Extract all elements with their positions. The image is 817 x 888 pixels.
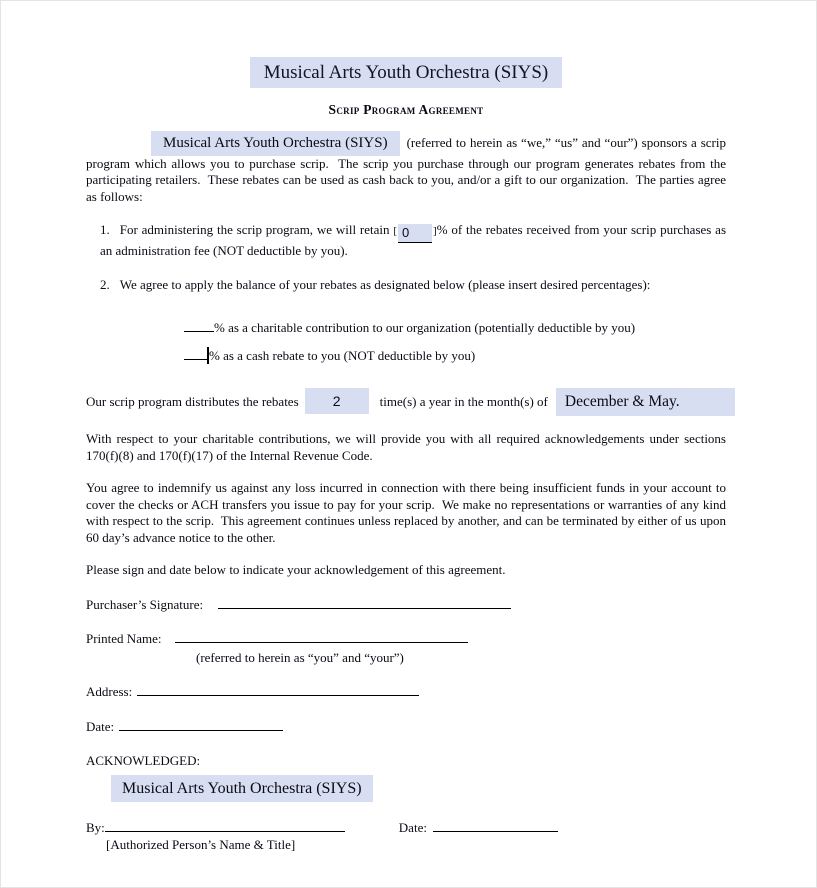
by-date-line[interactable] bbox=[433, 818, 558, 832]
admin-fee-field[interactable] bbox=[393, 222, 437, 240]
acknowledged-org-row bbox=[86, 775, 726, 802]
admin-fee-value: 0 bbox=[398, 224, 432, 243]
document-content bbox=[1, 1, 816, 854]
item-1-text-before: For administering the scrip program, we will retain bbox=[119, 222, 394, 237]
org-name-field[interactable]: Musical Arts Youth Orchestra (SIYS) bbox=[151, 131, 400, 156]
months-value: December & May. bbox=[564, 393, 680, 410]
by-label: By: bbox=[86, 819, 105, 835]
sign-prompt-text: Please sign and date below to indicate your acknowledgement of this agreement. bbox=[86, 562, 506, 577]
months-field[interactable] bbox=[556, 388, 735, 416]
purchaser-signature-label: Purchaser’s Signature: bbox=[86, 596, 204, 612]
cash-rebate-percent-blank[interactable] bbox=[184, 346, 207, 360]
printed-name-line[interactable] bbox=[175, 629, 468, 643]
distribution-text-between: time(s) a year in the month(s) of bbox=[379, 394, 548, 409]
intro-paragraph bbox=[86, 131, 730, 206]
date-row bbox=[86, 717, 726, 736]
cash-rebate-percent-line bbox=[86, 346, 726, 365]
item-2-number: 2. bbox=[100, 276, 110, 292]
title-row bbox=[86, 57, 726, 88]
printed-name-label: Printed Name: bbox=[86, 631, 162, 646]
times-per-year-value: 2 bbox=[332, 393, 341, 409]
sign-prompt-paragraph bbox=[86, 562, 726, 579]
date-label: Date: bbox=[86, 718, 115, 734]
acknowledged-org-field[interactable]: Musical Arts Youth Orchestra (SIYS) bbox=[111, 775, 373, 802]
charitable-ack-paragraph bbox=[86, 431, 730, 464]
cash-rebate-percent-text: % as a cash rebate to you (NOT deductible by you) bbox=[209, 347, 476, 363]
field-bracket-right: ] bbox=[433, 225, 437, 237]
times-per-year-field[interactable] bbox=[305, 388, 369, 414]
printed-name-caption: (referred to herein as “you” and “your”) bbox=[196, 649, 404, 665]
address-label: Address: bbox=[86, 684, 133, 699]
distribution-line bbox=[86, 388, 786, 416]
acknowledged-label: ACKNOWLEDGED: bbox=[86, 753, 201, 768]
address-row bbox=[86, 682, 726, 701]
charitable-ack-text: With respect to your charitable contributions, we will provide you with all required acknowledgements under sections 170(f)(8) and 170(f)(17) of the Internal Revenue Code. bbox=[86, 431, 730, 463]
authorized-person-caption: [Authorized Person’s Name & Title] bbox=[106, 837, 296, 852]
intro-text: (referred to herein as “we,” “us” and “our”) sponsors a scrip program which allows you to purchase scrip. The scrip you purchase through our program generates rebates from the participating retailers. These rebates can be used as cash back to you, and/or a gift to our organization. The parties agree as follows: bbox=[86, 134, 730, 204]
field-bracket-left: [ bbox=[393, 225, 398, 237]
document-title-field[interactable]: Musical Arts Youth Orchestra (SIYS) bbox=[250, 57, 562, 88]
date-line[interactable] bbox=[119, 717, 283, 731]
printed-name-row bbox=[86, 629, 726, 648]
indemnify-text: You agree to indemnify us against any loss incurred in connection with there being insufficient funds in your account to cover the checks or ACH transfers you issue to pay for your scrip. We make no representations or warranties of any kind with respect to the scrip. This agreement continues unless replaced by another, and can be terminated by either of us upon 60 day’s advance notice to the other. bbox=[86, 480, 730, 545]
charitable-percent-line bbox=[86, 318, 726, 337]
address-line[interactable] bbox=[137, 682, 419, 696]
indemnify-paragraph bbox=[86, 480, 730, 546]
purchaser-signature-line[interactable] bbox=[218, 595, 511, 609]
item-1-number: 1. bbox=[100, 222, 110, 237]
item-1-text-after: % of the rebates received from your scrip purchases as an administration fee (NOT deductible by you). bbox=[100, 222, 730, 258]
charitable-percent-blank[interactable] bbox=[184, 318, 214, 332]
by-row bbox=[86, 818, 726, 837]
item-2-text: We agree to apply the balance of your rebates as designated below (please insert desired percentages): bbox=[119, 276, 651, 292]
by-date-label: Date: bbox=[398, 819, 427, 835]
list-item-1 bbox=[86, 222, 730, 260]
by-line[interactable] bbox=[105, 818, 345, 832]
purchaser-signature-row bbox=[86, 595, 726, 614]
document-subtitle: Scrip Program Agreement bbox=[328, 102, 484, 117]
distribution-text-before: Our scrip program distributes the rebates bbox=[86, 394, 299, 409]
charitable-percent-text: % as a charitable contribution to our organization (potentially deductible by you) bbox=[214, 320, 636, 335]
list-item-2 bbox=[86, 277, 726, 294]
